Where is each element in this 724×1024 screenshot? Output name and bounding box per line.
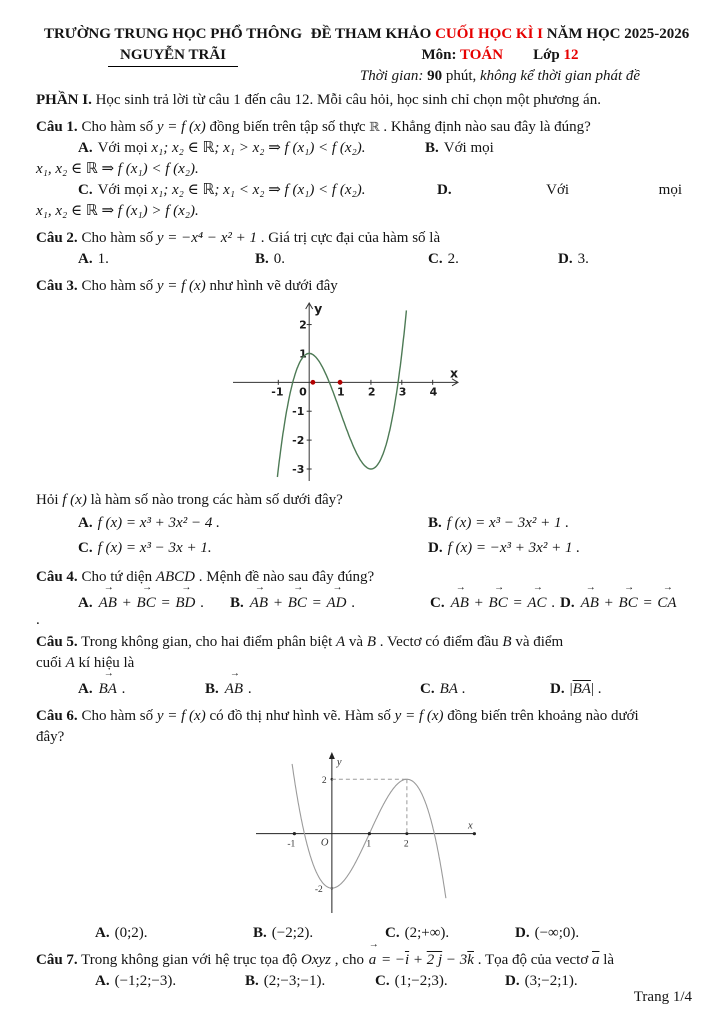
vector: AC → [527, 593, 546, 614]
option-value: (2;−3;−1). [263, 973, 326, 989]
text-seg: Trong không gian, cho hai điểm phân biệt [77, 634, 336, 650]
option-d [505, 971, 578, 992]
q7-options [36, 971, 690, 992]
text-seg: Trong không gian với hệ trục tọa độ [77, 952, 302, 968]
q2-options [36, 249, 690, 270]
question-5-text-line1 [36, 632, 690, 653]
vector: BA → [99, 679, 117, 700]
title-part: NĂM HỌC 2025-2026 [543, 26, 690, 42]
option-value: (3;−2;1). [524, 973, 578, 989]
math-expr: Oxyz [301, 952, 332, 968]
operator: = − [377, 952, 405, 968]
text-seg: . Mệnh đề nào sau đây đúng? [195, 569, 375, 585]
option-label: C. [428, 251, 443, 267]
vector: BC → [619, 593, 638, 614]
option-a [78, 249, 255, 270]
option-label: B. [253, 925, 267, 941]
question-label: Câu 6. [36, 708, 78, 724]
option-d [437, 180, 690, 201]
option-d [428, 536, 580, 561]
svg-text:-3: -3 [292, 463, 305, 476]
question-2-text [36, 228, 690, 249]
operator: = [307, 595, 326, 611]
svg-text:2: 2 [367, 385, 376, 399]
abs-bar: | . [590, 681, 602, 697]
svg-text:-2: -2 [292, 434, 305, 448]
option-a [95, 971, 245, 992]
option-value: (−1;2;−3). [114, 973, 177, 989]
option-label: D. [558, 251, 573, 267]
option-b [425, 138, 494, 159]
operator: + [599, 595, 618, 611]
operator: + [409, 952, 427, 968]
option-label: A. [78, 681, 93, 697]
option-b [245, 971, 375, 992]
math-expr: A [65, 655, 75, 671]
option-label: C. [430, 595, 445, 611]
vector: AD → [327, 593, 347, 614]
question-1 [36, 117, 690, 222]
math-expr: y = f (x) [156, 278, 206, 294]
option-value: (1;−2;3). [394, 973, 448, 989]
question-6 [36, 706, 690, 944]
text-seg: . Tọa độ của vectơ [473, 952, 592, 968]
option-label: C. [420, 681, 435, 697]
unit-vector-i: $\overline{i}$ [404, 952, 410, 968]
subject-line [310, 45, 690, 66]
math-expr: x₁; x₂ ∈ ℝ; x₁ < x₂ ⇒ f (x₁) < f (x₂). [151, 182, 366, 198]
school-name-line1: TRƯỜNG TRUNG HỌC PHỔ THÔNG [43, 26, 303, 42]
option-label: A. [78, 515, 93, 531]
option-label: A. [78, 595, 93, 611]
text-seg: Cho tứ diện [77, 569, 156, 585]
math-expr: f (x) = x³ − 3x + 1. [97, 540, 212, 556]
svg-text:y: y [336, 757, 342, 768]
text-seg: và điểm [511, 634, 564, 650]
text-seg: đồng biến trên tập số thực [205, 119, 370, 135]
svg-text:4: 4 [429, 385, 438, 399]
option-a [78, 511, 428, 536]
math-expr: f (x) = x³ − 3x² + 1 . [446, 515, 570, 531]
option-d-continuation: x₁, x₂ ∈ ℝ ⇒ f (x₁) > f (x₂). [36, 203, 199, 219]
option-b [253, 923, 385, 944]
operator: = [508, 595, 527, 611]
question-1-text [36, 117, 690, 138]
title-red-part: CUỐI HỌC KÌ I [435, 26, 543, 42]
question-label: Câu 1. [36, 119, 78, 135]
option-label: A. [78, 140, 93, 156]
math-expr: x₁; x₂ ∈ ℝ; x₁ > x₂ ⇒ f (x₁) < f (x₂). [151, 140, 366, 156]
option-label: A. [95, 973, 110, 989]
text-seg: có đồ thị như hình vẽ. Hàm số [205, 708, 395, 724]
school-name-line2: NGUYỄN TRÃI [108, 45, 238, 67]
grade-value: 12 [563, 47, 579, 63]
question-3-text [36, 276, 690, 297]
option-c [78, 180, 437, 201]
option-label: C. [78, 540, 93, 556]
question-label: Câu 3. [36, 278, 78, 294]
vector: AB → [225, 679, 243, 700]
vector: CA → [657, 593, 676, 614]
vector: AB → [581, 593, 599, 614]
q4-options [36, 593, 690, 614]
text-seg: Với mọi [97, 140, 152, 156]
part1-label: PHẦN I. [36, 92, 92, 108]
option-b [230, 593, 430, 614]
graph-q3 [232, 300, 462, 482]
math-expr: y = f (x) [394, 708, 444, 724]
text-seg: mọi [658, 182, 682, 198]
text-seg: . Giá trị cực đại của hàm số là [257, 230, 441, 246]
option-label: D. [515, 925, 530, 941]
text-seg: đồng biến trên khoảng nào dưới [443, 708, 639, 724]
svg-text:-1: -1 [287, 839, 296, 850]
vector: AB → [451, 593, 469, 614]
text-seg: . [196, 595, 204, 611]
vector: a → [369, 950, 377, 971]
option-label: D. [437, 182, 452, 198]
text-seg: . Khẳng định nào sau đây là đúng? [379, 119, 591, 135]
option-c [420, 679, 550, 700]
option-b [428, 511, 569, 536]
vector: BC → [137, 593, 156, 614]
question-5 [36, 632, 690, 700]
text-seg: . [244, 681, 252, 697]
math-expr: y = f (x) [156, 708, 206, 724]
option-d [558, 249, 589, 270]
duration-label: Thời gian: [359, 68, 428, 84]
text-seg: Cho hàm số [77, 278, 157, 294]
text-seg: Cho hàm số [77, 230, 157, 246]
math-expr: y = −x⁴ − x² + 1 [156, 230, 258, 246]
q1-options-row2 [36, 180, 690, 201]
duration-note: không kể thời gian phát đề [480, 68, 641, 84]
text-seg: là hàm số nào trong các hàm số dưới đây? [86, 492, 343, 508]
question-label: Câu 5. [36, 634, 78, 650]
option-value: (−2;2). [271, 925, 314, 941]
svg-text:-1: -1 [292, 405, 305, 419]
svg-text:2: 2 [299, 318, 307, 332]
q6-figure [255, 752, 690, 921]
option-c [428, 249, 558, 270]
option-a [78, 593, 230, 614]
option-label: B. [245, 973, 259, 989]
option-label: C. [385, 925, 400, 941]
svg-text:x: x [468, 820, 473, 832]
unit-vector-k: $\overline{k}$ [467, 952, 474, 968]
svg-text:2: 2 [321, 776, 327, 787]
option-value: 0. [273, 251, 286, 267]
exam-title [310, 24, 690, 45]
text-seg: Với [546, 182, 570, 198]
question-6-text-line1 [36, 706, 690, 727]
option-d [560, 593, 678, 614]
duration-value: 90 [427, 68, 443, 84]
text-seg: là [599, 952, 615, 968]
q3-options-row1 [36, 511, 690, 536]
vector: AB → [250, 593, 268, 614]
math-expr: f (x) = x³ + 3x² − 4 . [97, 515, 220, 531]
option-b-continuation: x₁, x₂ ∈ ℝ ⇒ f (x₁) < f (x₂). [36, 161, 199, 177]
option-value: 3. [577, 251, 589, 267]
q3-figure [232, 300, 690, 489]
option-c [385, 923, 515, 944]
option-a [95, 923, 253, 944]
option-label: A. [95, 925, 110, 941]
part1-text: Học sinh trả lời từ câu 1 đến câu 12. Mỗi câu hỏi, học sinh chỉ chọn một phương án. [91, 92, 601, 108]
text-seg: và [345, 634, 367, 650]
option-label: B. [425, 140, 439, 156]
svg-text:1: 1 [337, 385, 345, 399]
vector: BC → [288, 593, 307, 614]
question-4 [36, 567, 690, 626]
svg-text:3: 3 [398, 385, 407, 399]
question-label: Câu 2. [36, 230, 78, 246]
text-seg: Với mọi [443, 140, 494, 156]
q3-prompt [36, 490, 690, 511]
math-expr: f (x) [62, 492, 87, 508]
svg-text:y: y [314, 301, 323, 316]
text-seg: , cho [331, 952, 368, 968]
duration-unit: phút, [442, 68, 481, 84]
math-expr: BA [439, 681, 458, 697]
text-seg: như hình vẽ dưới đây [205, 278, 338, 294]
option-c [78, 536, 428, 561]
text-seg: Cho hàm số [77, 119, 157, 135]
q6-options [36, 923, 690, 944]
title-part: ĐỀ THAM KHẢO [310, 26, 436, 42]
question-3 [36, 276, 690, 561]
question-7 [36, 950, 690, 992]
svg-text:1: 1 [299, 347, 307, 361]
svg-text:x: x [450, 365, 459, 381]
question-label: Câu 7. [36, 952, 78, 968]
math-expr: y = f (x) [156, 119, 206, 135]
option-label: D. [550, 681, 565, 697]
option-label: B. [428, 515, 442, 531]
svg-text:-1: -1 [271, 385, 284, 399]
text-seg: . [347, 595, 356, 611]
text-seg: Cho hàm số [77, 708, 157, 724]
vector-bar: $\overline{BA}$ [572, 681, 591, 697]
math-expr: A [336, 634, 346, 650]
vector: BD → [175, 593, 195, 614]
part1-heading [36, 90, 690, 111]
operator: = [638, 595, 657, 611]
option-b [205, 679, 420, 700]
question-label: Câu 4. [36, 569, 78, 585]
option-a [78, 679, 205, 700]
vector: AB → [99, 593, 117, 614]
operator: + [269, 595, 287, 611]
svg-text:0: 0 [299, 385, 307, 399]
text-seg: kí hiệu là [74, 655, 135, 671]
option-value: (0;2). [114, 925, 148, 941]
svg-text:-2: -2 [314, 885, 323, 896]
text-seg: Với mọi [97, 182, 152, 198]
option-c [430, 593, 560, 614]
q3-options-row2 [36, 536, 690, 561]
option-value: 1. [97, 251, 109, 267]
operator: − 3 [442, 952, 468, 968]
text-seg: . [547, 595, 556, 611]
math-expr: B [366, 634, 377, 650]
text-seg: . [117, 681, 126, 697]
vector: BC → [489, 593, 508, 614]
option-label: D. [428, 540, 443, 556]
subject-value: TOÁN [460, 47, 504, 63]
q1-options-row1 [36, 138, 690, 159]
question-2 [36, 228, 690, 270]
option-label: C. [78, 182, 93, 198]
option-c [375, 971, 505, 992]
option-a [78, 138, 425, 159]
option-label: B. [230, 595, 244, 611]
svg-text:1: 1 [366, 839, 372, 850]
question-6-text-line2: đây? [36, 729, 65, 745]
grade-label: Lớp [533, 47, 564, 63]
duration-line [310, 66, 690, 87]
option-label: D. [505, 973, 520, 989]
math-expr: B [502, 634, 512, 650]
real-set-symbol: ℝ [369, 120, 380, 134]
option-b [255, 249, 428, 270]
graph-q6 [255, 752, 480, 914]
operator: = [156, 595, 175, 611]
text-seg: . [457, 681, 466, 697]
operator: + [117, 595, 136, 611]
svg-text:2: 2 [403, 839, 409, 850]
option-d [550, 679, 601, 700]
text-seg: . Vectơ có điểm đầu [376, 634, 503, 650]
school-block [36, 24, 310, 87]
question-5-text-line2 [36, 653, 690, 674]
title-block [310, 24, 690, 87]
unit-vector-j: 2 j [426, 952, 443, 968]
page-number: Trang 1/4 [633, 989, 692, 1005]
option-label: C. [375, 973, 390, 989]
option-label: B. [205, 681, 219, 697]
svg-text:O: O [320, 837, 329, 849]
question-7-text [36, 950, 690, 971]
option-d-continuation: . [36, 612, 40, 628]
text-seg: cuối [36, 655, 66, 671]
q5-options [36, 679, 690, 700]
vector-a: $\overline{a}$ [592, 952, 600, 968]
option-value: (−∞;0). [534, 925, 580, 941]
operator: + [469, 595, 488, 611]
option-label: B. [255, 251, 269, 267]
option-value: 2. [447, 251, 459, 267]
exam-header [36, 24, 690, 87]
math-expr: f (x) = −x³ + 3x² + 1 . [447, 540, 580, 556]
option-d [515, 923, 579, 944]
option-label: A. [78, 251, 93, 267]
text-seg: Hỏi [36, 492, 63, 508]
math-expr: ABCD [155, 569, 195, 585]
abs-bar: | [569, 681, 573, 697]
option-value: (2;+∞). [404, 925, 450, 941]
option-label: D. [560, 595, 575, 611]
subject-label: Môn: [421, 47, 460, 63]
